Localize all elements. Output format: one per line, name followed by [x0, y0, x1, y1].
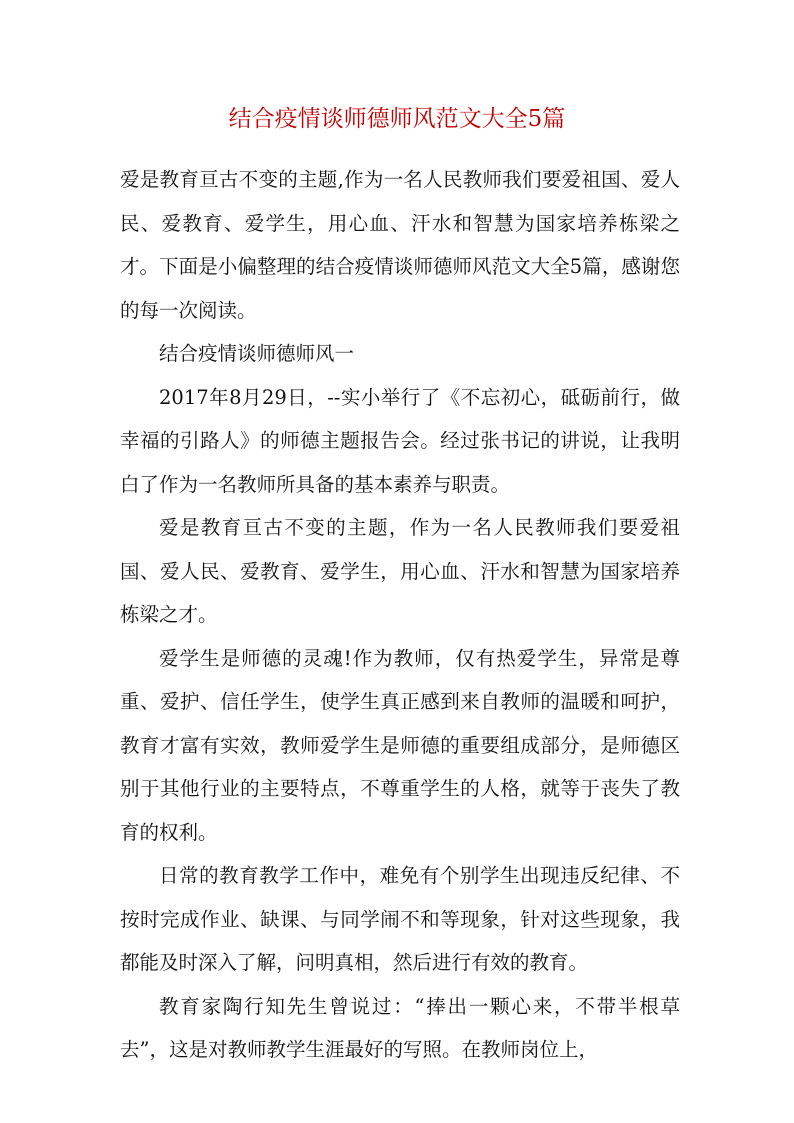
body-paragraph: 爱是教育亘古不变的主题，作为一名人民教师我们要爱祖国、爱人民、爱教育、爱学生，用心血、汗水和智慧为国家培养栋梁之才。	[120, 516, 680, 626]
intro-paragraph: 爱是教育亘古不变的主题,作为一名人民教师我们要爱祖国、爱人民、爱教育、爱学生，用心血、汗水和智慧为国家培养栋梁之才。下面是小偏整理的结合疫情谈师德师风范文大全5篇，感谢您的每一次阅读。	[120, 168, 680, 322]
document-body	[120, 158, 680, 1072]
section-heading: 结合疫情谈师德师风一	[159, 342, 355, 365]
body-paragraph: 爱学生是师德的灵魂!作为教师，仅有热爱学生，异常是尊重、爱护、信任学生，使学生真正感到来自教师的温暖和呵护，教育才富有实效，教师爱学生是师德的重要组成部分，是师德区别于其他行业的主要特点，不尊重学生的人格，就等于丧失了教育的权利。	[120, 646, 680, 844]
body-paragraph: 教育家陶行知先生曾说过：“捧出一颗心来，不带半根草去”，这是对教师教学生涯最好的写照。在教师岗位上，	[120, 994, 680, 1061]
document-title: 结合疫情谈师德师风范文大全5篇	[228, 106, 566, 132]
body-paragraph: 日常的教育教学工作中，难免有个别学生出现违反纪律、不按时完成作业、缺课、与同学闹不和等现象，针对这些现象，我都能及时深入了解，问明真相，然后进行有效的教育。	[120, 864, 680, 974]
body-paragraph: 2017年8月29日，--实小举行了《不忘初心，砥砺前行，做幸福的引路人》的师德主题报告会。经过张书记的讲说，让我明白了作为一名教师所具备的基本素养与职责。	[120, 385, 680, 496]
